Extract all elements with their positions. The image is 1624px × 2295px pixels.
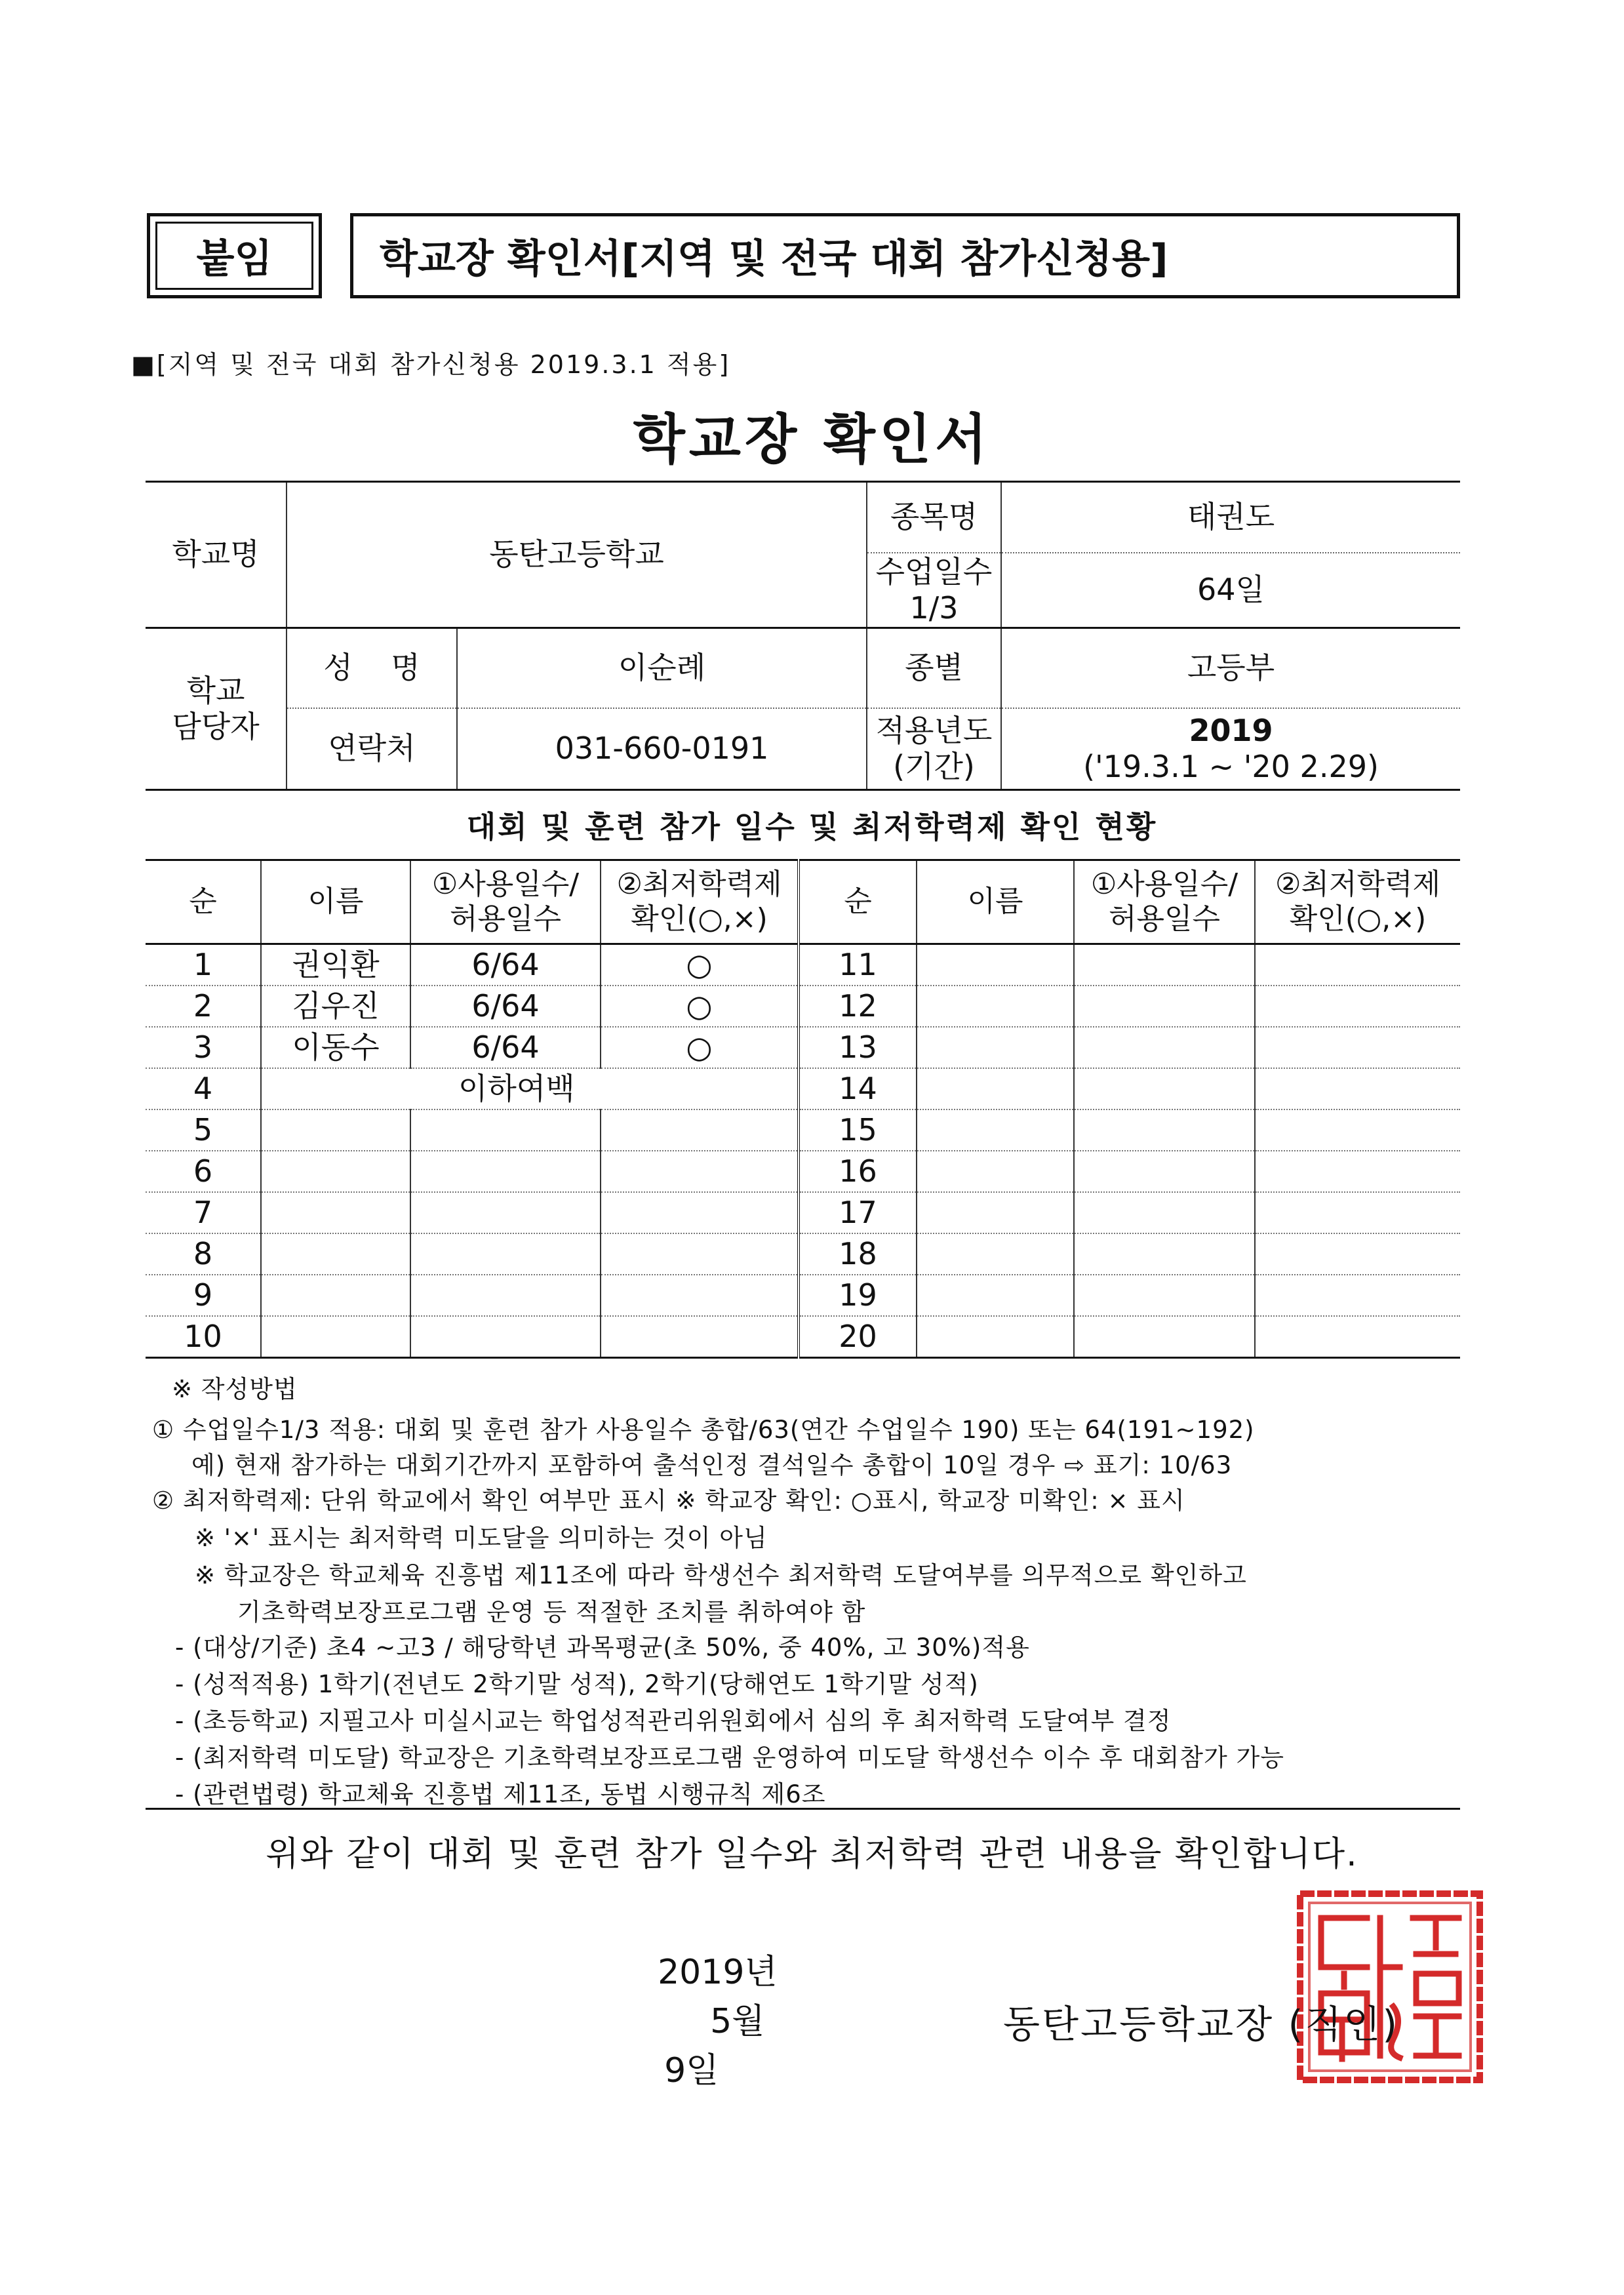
date-month: 5월 bbox=[710, 2002, 765, 2041]
school-label: 학교명 bbox=[146, 482, 287, 628]
notes-bottom-rule bbox=[146, 1808, 1460, 1810]
manager-label-line1: 학교 bbox=[186, 672, 245, 708]
division-value: 고등부 bbox=[1001, 628, 1460, 708]
row-used bbox=[410, 1316, 601, 1358]
head-min-right-line1: ②최저학력제 bbox=[1275, 867, 1440, 901]
table-row bbox=[146, 1027, 1460, 1068]
row-min-check: ○ bbox=[601, 1027, 799, 1068]
head-no-left: 순 bbox=[189, 885, 217, 919]
row-blank-note bbox=[261, 1068, 799, 1109]
form-note: ■[지역 및 전국 대회 참가신청용 2019.3.1 적용] bbox=[131, 350, 731, 379]
row-no: 5 bbox=[146, 1109, 261, 1151]
row-name bbox=[917, 1109, 1074, 1151]
row-min-check bbox=[601, 1109, 799, 1151]
head-min-left-line1: ②최저학력제 bbox=[616, 867, 782, 901]
row-used bbox=[1074, 1192, 1255, 1233]
row-no: 6 bbox=[146, 1151, 261, 1192]
row-no: 15 bbox=[799, 1109, 917, 1151]
school-value: 동탄고등학교 bbox=[287, 482, 867, 628]
year-label-line2: (기간) bbox=[893, 748, 975, 784]
manager-label-line2: 담당자 bbox=[172, 709, 260, 744]
row-min-check bbox=[1255, 1109, 1460, 1151]
row-name bbox=[261, 1109, 410, 1151]
head-name-right: 이름 bbox=[917, 860, 1074, 944]
row-name bbox=[917, 1151, 1074, 1192]
row-min-check bbox=[601, 1151, 799, 1192]
year-label bbox=[867, 708, 1001, 790]
row-min-check bbox=[1255, 944, 1460, 986]
row-used bbox=[1074, 1151, 1255, 1192]
row-min-check bbox=[1255, 1027, 1460, 1068]
date-day: 9일 bbox=[664, 2051, 719, 2090]
row-used bbox=[1074, 986, 1255, 1027]
row-min-check bbox=[601, 1275, 799, 1316]
header-title-box bbox=[350, 213, 1460, 298]
row-min-check bbox=[1255, 1316, 1460, 1358]
note-1: ① 수업일수1/3 적용: 대회 및 훈련 참가 사용일수 총합/63(연간 수업일수 190) 또는 64(191~192) bbox=[152, 1416, 1255, 1444]
row-used bbox=[410, 1233, 601, 1275]
name-label: 성 명 bbox=[287, 628, 457, 708]
head-used-right-line2: 허용일수 bbox=[1108, 902, 1220, 936]
row-used: 6/64 bbox=[410, 1027, 601, 1068]
row-used: 6/64 bbox=[410, 944, 601, 986]
row-min-check bbox=[1255, 1151, 1460, 1192]
roster-title: 대회 및 훈련 참가 일수 및 최저학력제 확인 현황 bbox=[466, 809, 1158, 845]
head-used-left-line2: 허용일수 bbox=[449, 902, 561, 936]
note-detail-4: - (최저학력 미도달) 학교장은 기초학력보장프로그램 운영하여 미도달 학생선수 이수 후 대회참가 가능 bbox=[175, 1744, 1285, 1772]
row-min-check bbox=[601, 1192, 799, 1233]
note-2: ② 최저학력제: 단위 학교에서 확인 여부만 표시 ※ 학교장 확인: ○표시, 학교장 미확인: × 표시 bbox=[152, 1487, 1185, 1515]
row-name bbox=[261, 1275, 410, 1316]
row-no: 20 bbox=[799, 1316, 917, 1358]
row-name bbox=[261, 1233, 410, 1275]
document-title: 학교장 확인서 bbox=[633, 409, 991, 471]
head-name-left: 이름 bbox=[261, 860, 410, 944]
head-min-left-line2: 확인(○,×) bbox=[631, 902, 768, 936]
contact-label: 연락처 bbox=[287, 708, 457, 790]
row-no: 3 bbox=[146, 1027, 261, 1068]
row-used bbox=[1074, 1027, 1255, 1068]
row-name bbox=[917, 1233, 1074, 1275]
name-value: 이순례 bbox=[457, 628, 867, 708]
table-row bbox=[146, 1275, 1460, 1316]
head-min-right bbox=[1255, 860, 1460, 944]
row-used bbox=[410, 1109, 601, 1151]
row-no: 9 bbox=[146, 1275, 261, 1316]
row-name bbox=[917, 944, 1074, 986]
notes-heading: ※ 작성방법 bbox=[172, 1375, 298, 1403]
year-value-line1: 2019 bbox=[1189, 712, 1273, 748]
division-label: 종별 bbox=[867, 628, 1001, 708]
table-row bbox=[146, 944, 1460, 986]
seal-stamp-icon bbox=[1295, 1888, 1485, 2085]
table-row bbox=[146, 1109, 1460, 1151]
row-used bbox=[1074, 1068, 1255, 1109]
signed-date bbox=[636, 1905, 778, 2092]
row-no: 11 bbox=[799, 944, 917, 986]
confirm-text: 위와 같이 대회 및 훈련 참가 일수와 최저학력 관련 내용을 확인합니다. bbox=[266, 1835, 1358, 1874]
row-used bbox=[1074, 1233, 1255, 1275]
row-min-check: ○ bbox=[601, 986, 799, 1027]
row-name bbox=[917, 1027, 1074, 1068]
row-used bbox=[410, 1275, 601, 1316]
head-no-right: 순 bbox=[799, 860, 917, 944]
days-label bbox=[867, 553, 1001, 628]
table-row bbox=[146, 1068, 1460, 1109]
year-value-line2: ('19.3.1 ~ '20 2.29) bbox=[1083, 748, 1379, 784]
info-table bbox=[146, 481, 1460, 791]
note-1-example: 예) 현재 참가하는 대회기간까지 포함하여 출석인정 결석일수 총합이 10일 경우 ⇨ 표기: 10/63 bbox=[191, 1451, 1233, 1479]
row-no: 18 bbox=[799, 1233, 917, 1275]
row-used bbox=[1074, 944, 1255, 986]
row-name bbox=[917, 1275, 1074, 1316]
sport-label: 종목명 bbox=[867, 482, 1001, 553]
row-min-check bbox=[601, 1316, 799, 1358]
manager-label bbox=[146, 628, 287, 790]
days-label-line2: 1/3 bbox=[909, 589, 959, 626]
attachment-tag-label: 붙임 bbox=[196, 236, 273, 282]
row-min-check bbox=[1255, 1233, 1460, 1275]
attachment-tag bbox=[147, 213, 322, 298]
row-name bbox=[261, 1192, 410, 1233]
table-row bbox=[146, 1233, 1460, 1275]
row-used bbox=[410, 1151, 601, 1192]
row-min-check bbox=[1255, 1192, 1460, 1233]
row-no: 7 bbox=[146, 1192, 261, 1233]
year-label-line1: 적용년도 bbox=[875, 712, 993, 748]
official-seal bbox=[1295, 1888, 1485, 2085]
row-used bbox=[410, 1192, 601, 1233]
head-min-left bbox=[601, 860, 799, 944]
table-row bbox=[146, 986, 1460, 1027]
days-value: 64일 bbox=[1001, 553, 1460, 628]
note-detail-5: - (관련법령) 학교체육 진흥법 제11조, 동법 시행규칙 제6조 bbox=[175, 1780, 826, 1808]
note-2-c: 기초학력보장프로그램 운영 등 적절한 조치를 취하여야 함 bbox=[237, 1598, 866, 1626]
row-used bbox=[1074, 1275, 1255, 1316]
note-detail-3: - (초등학교) 지필고사 미실시교는 학업성적관리위원회에서 심의 후 최저학력 도달여부 결정 bbox=[175, 1707, 1172, 1735]
row-no: 17 bbox=[799, 1192, 917, 1233]
table-row bbox=[146, 1192, 1460, 1233]
year-value bbox=[1001, 708, 1460, 790]
row-min-check bbox=[601, 1233, 799, 1275]
contact-value: 031-660-0191 bbox=[457, 708, 867, 790]
note-detail-1: - (대상/기준) 초4 ~고3 / 해당학년 과목평균(초 50%, 중 40%, 고 30%)적용 bbox=[175, 1633, 1030, 1662]
row-no: 4 bbox=[146, 1068, 261, 1109]
row-no: 13 bbox=[799, 1027, 917, 1068]
row-min-check bbox=[1255, 1068, 1460, 1109]
row-no: 14 bbox=[799, 1068, 917, 1109]
head-min-right-line2: 확인(○,×) bbox=[1289, 902, 1427, 936]
date-year: 2019년 bbox=[658, 1953, 778, 1992]
row-name bbox=[917, 1316, 1074, 1358]
head-used-right bbox=[1074, 860, 1255, 944]
row-blank-note-text: 이하여백 bbox=[458, 1070, 575, 1106]
note-detail-2: - (성적적용) 1학기(전년도 2학기말 성적), 2학기(당해연도 1학기말 성적) bbox=[175, 1670, 979, 1698]
roster-table bbox=[146, 859, 1460, 1359]
row-name bbox=[917, 986, 1074, 1027]
row-used: 6/64 bbox=[410, 986, 601, 1027]
row-name: 권익환 bbox=[261, 944, 410, 986]
signature-line: 동탄고등학교장 (직인) bbox=[1003, 2002, 1399, 2046]
table-row bbox=[146, 1316, 1460, 1358]
row-no: 12 bbox=[799, 986, 917, 1027]
row-no: 2 bbox=[146, 986, 261, 1027]
header-title: 학교장 확인서[지역 및 전국 대회 참가신청용] bbox=[380, 236, 1168, 282]
head-used-right-line1: ①사용일수/ bbox=[1090, 867, 1238, 901]
sport-value: 태권도 bbox=[1001, 482, 1460, 553]
row-name bbox=[261, 1151, 410, 1192]
note-2-a: ※ '×' 표시는 최저학력 미도달을 의미하는 것이 아님 bbox=[195, 1524, 768, 1552]
row-min-check bbox=[1255, 1275, 1460, 1316]
row-name: 이동수 bbox=[261, 1027, 410, 1068]
row-name bbox=[917, 1068, 1074, 1109]
row-used bbox=[1074, 1109, 1255, 1151]
head-used-left bbox=[410, 860, 601, 944]
days-label-line1: 수업일수 bbox=[875, 553, 993, 589]
row-name bbox=[261, 1316, 410, 1358]
row-name bbox=[917, 1192, 1074, 1233]
head-used-left-line1: ①사용일수/ bbox=[431, 867, 580, 901]
table-row bbox=[146, 1151, 1460, 1192]
row-no: 8 bbox=[146, 1233, 261, 1275]
row-name: 김우진 bbox=[261, 986, 410, 1027]
row-min-check: ○ bbox=[601, 944, 799, 986]
row-no: 16 bbox=[799, 1151, 917, 1192]
row-no: 10 bbox=[146, 1316, 261, 1358]
row-min-check bbox=[1255, 986, 1460, 1027]
row-no: 1 bbox=[146, 944, 261, 986]
row-used bbox=[1074, 1316, 1255, 1358]
note-2-b: ※ 학교장은 학교체육 진흥법 제11조에 따라 학생선수 최저학력 도달여부를 의무적으로 확인하고 bbox=[195, 1561, 1247, 1589]
row-no: 19 bbox=[799, 1275, 917, 1316]
